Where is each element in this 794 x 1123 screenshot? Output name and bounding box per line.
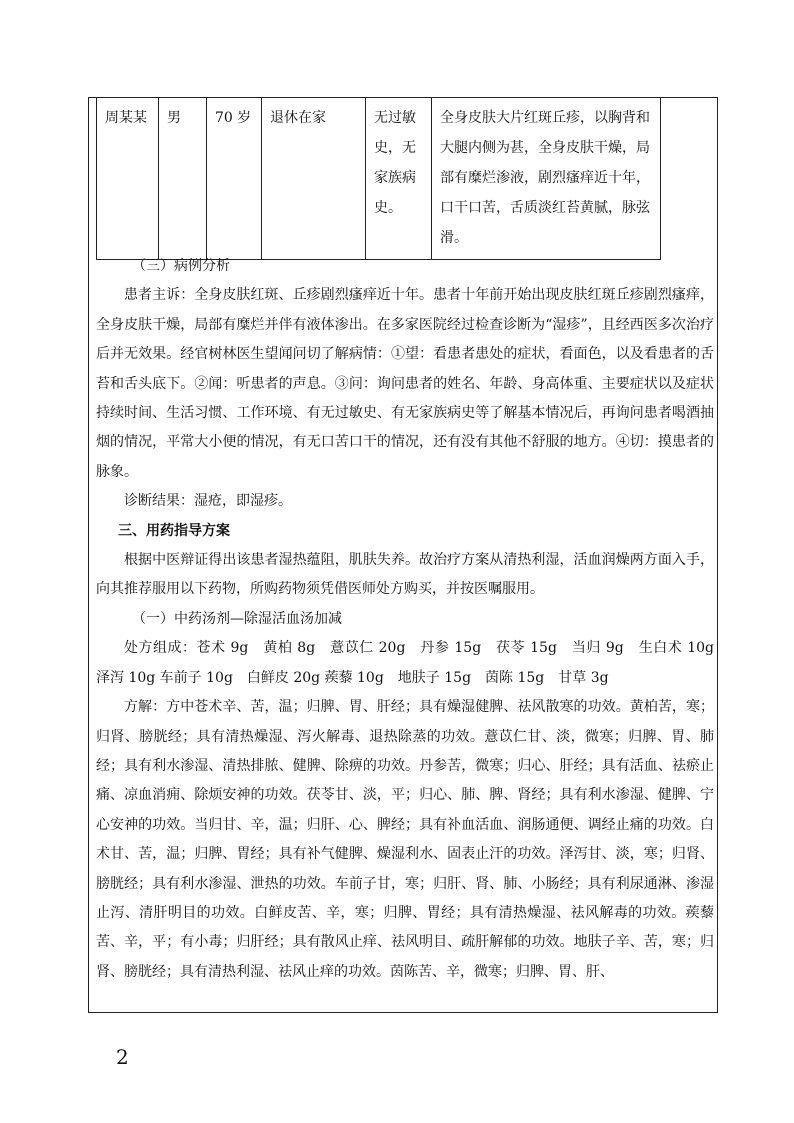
- diagnosis-result: 诊断结果：湿疮，即湿疹。: [124, 493, 292, 510]
- case-analysis-heading: （三）病例分析: [132, 258, 230, 274]
- patient-table: [96, 97, 661, 260]
- cell-symptoms: 全身皮肤大片红斑丘疹，以胸背和大腿内侧为甚，全身皮肤干燥，局部有糜烂渗液，剧烈瘙痒近十年，口干口苦，舌质淡红苔黄腻，脉弦滑。: [432, 98, 661, 260]
- cell-history: 无过敏史，无家族病史。: [366, 98, 432, 260]
- cell-occupation: 退休在家: [262, 98, 366, 260]
- prescription-composition: 处方组成：苍术 9g 黄柏 8g 薏苡仁 20g 丹参 15g 茯苓 15g 当归 9g 生白术 10g 泽泻 10g 车前子 10g 白鲜皮 20g 蒺藜 10g 地肤子 15g 茵陈 15g 甘草 3g: [96, 640, 728, 686]
- formula-explanation: 方解：方中苍术辛、苦，温；归脾、胃、肝经；具有燥湿健脾、祛风散寒的功效。黄柏苦，寒；归肾、膀胱经；具有清热燥湿、泻火解毒、退热除蒸的功效。薏苡仁甘、淡，微寒；归脾、胃、肺经；具有利水渗湿、清热排脓、健脾、除痹的功效。丹参苦，微寒；归心、肝经；具有活血、祛瘀止痛、凉血消痈、除烦安神的功效。茯苓甘、淡，平；归心、肺、脾、肾经；具有利水渗湿、健脾、宁心安神的功效。当归甘、辛，温；归肝、心、脾经；具有补血活血、润肠通便、调经止痛的功效。白术甘、苦，温；归脾、胃经；具有补气健脾、燥湿利水、固表止汗的功效。泽泻甘、淡，寒；归肾、膀胱经；具有利水渗湿、泄热的功效。车前子甘，寒；归肝、肾、肺、小肠经；具有利尿通淋、渗湿止泻、清肝明目的功效。白鲜皮苦、辛，寒；归脾、胃经；具有清热燥湿、祛风解毒的功效。蒺藜苦、辛，平；有小毒；归肝经；具有散风止痒、祛风明目、疏肝解郁的功效。地肤子辛、苦，寒；归肾、膀胱经；具有清热利湿、祛风止痒的功效。茵陈苦、辛，微寒；归脾、胃、肝、: [96, 699, 714, 980]
- page-number: 2: [116, 1045, 129, 1069]
- cell-name: 周某某: [97, 98, 159, 260]
- case-analysis-paragraph: 患者主诉：全身皮肤红斑、丘疹剧烈瘙痒近十年。患者十年前开始出现皮肤红斑丘疹剧烈瘙痒，全身皮肤干燥，局部有糜烂并伴有液体渗出。在多家医院经过检查诊断为“湿疹”，且经西医多次治疗后并无效果。经官树林医生望闻问切了解病情：①望：看患者患处的症状，看面色，以及看患者的舌苔和舌头底下。②闻：听患者的声息。③问：询问患者的姓名、年龄、身高体重、主要症状以及症状持续时间、生活习惯、工作环境、有无过敏史、有无家族病史等了解基本情况后，再询问患者喝酒抽烟的情况，平常大小便的情况，有无口苦口干的情况，还有没有其他不舒服的地方。④切：摸患者的脉象。: [96, 287, 714, 480]
- cell-sex: 男: [159, 98, 207, 260]
- medication-plan-paragraph: 根据中医辩证得出该患者湿热蕴阻，肌肤失养。故治疗方案从清热利湿，活血润燥两方面入手，向其推荐服用以下药物，所购药物须凭借医师处方购买，并按医嘱服用。: [96, 552, 714, 598]
- decoction-heading: （一）中药汤剂—除湿活血汤加减: [132, 610, 342, 627]
- medication-plan-heading: 三、用药指导方案: [118, 522, 230, 539]
- table-row: [97, 98, 661, 260]
- cell-age: 70 岁: [207, 98, 262, 260]
- document-body: [96, 252, 728, 987]
